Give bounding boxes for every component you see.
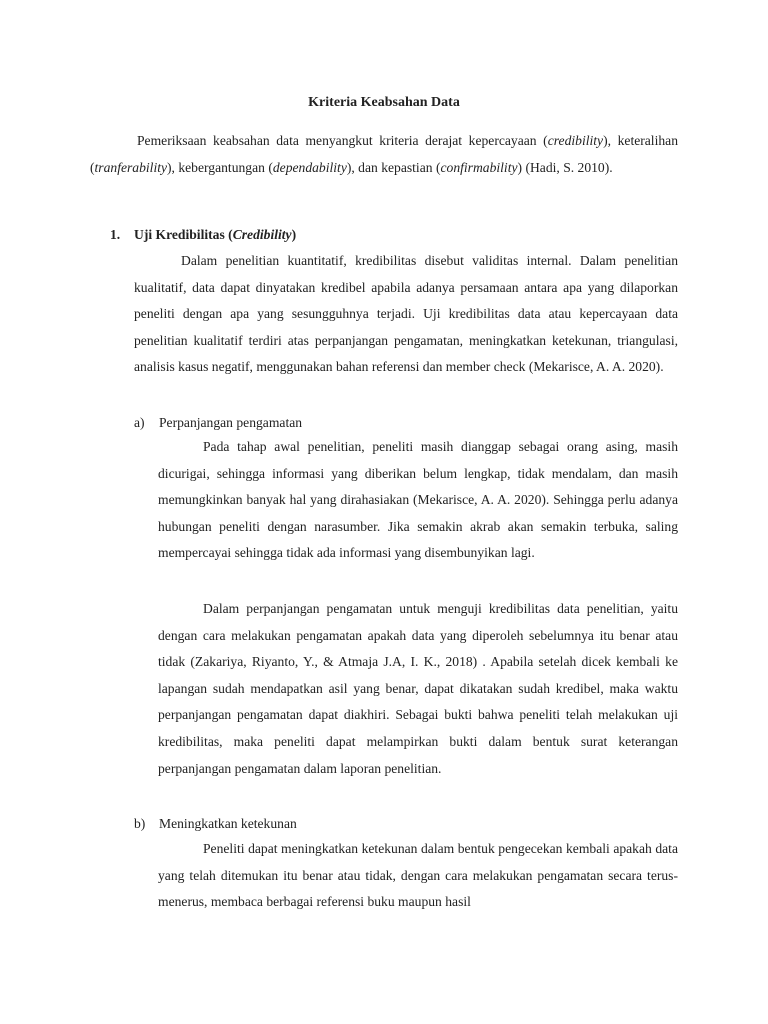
subsection-b-label: b): [134, 816, 146, 831]
intro-text-4: ), dan kepastian (: [346, 159, 441, 175]
subsection-a-paragraph-1: Pada tahap awal penelitian, peneliti masih dianggap sebagai orang asing, masih dicurigai, sehingga informasi yang diberikan belum lengkap, tidak mendalam, dan masih memungkinkan banyak hal yang dirahasiakan (Mekarisce, A. A. 2020). Sehingga perlu adanya hubungan peneliti dengan narasumber. Jika semakin akrab akan semakin terbuka, saling mempercayai sehingga tidak ada informasi yang disembunyikan lagi.: [158, 439, 678, 561]
subsection-b-title: Meningkatkan ketekunan: [159, 816, 297, 831]
subsection-b-heading: [134, 815, 297, 833]
intro-text-5: ) (Hadi, S. 2010).: [517, 159, 613, 175]
subsection-a-paragraph-2: Dalam perpanjangan pengamatan untuk menguji kredibilitas data penelitian, yaitu dengan cara melakukan pengamatan apakah data yang diperoleh sebelumnya itu benar atau tidak (Zakariya, Riyanto, Y., & Atmaja J.A, I. K., 2018) . Apabila setelah dicek kembali ke lapangan sudah mendapatkan asil yang benar, dapat dikatakan sudah kredibel, maka waktu perpanjangan pengamatan dapat diakhiri. Sebagai bukti bahwa peneliti telah melakukan uji kredibilitas, maka peneliti dapat melampirkan bukti dalam bentuk surat keterangan perpanjangan pengamatan dalam laporan penelitian.: [158, 601, 678, 776]
document-title: Kriteria Keabsahan Data: [308, 95, 460, 110]
subsection-a-title: Perpanjangan pengamatan: [159, 415, 303, 430]
intro-term-dependability: dependability: [272, 159, 347, 175]
section-1-heading: [110, 226, 296, 244]
section-1-number: 1.: [110, 227, 121, 242]
intro-term-confirmability: confirmability: [440, 159, 518, 175]
intro-paragraph: [90, 128, 678, 181]
subsection-a-heading: [134, 414, 302, 432]
section-1-heading-text: Uji Kredibilitas (: [134, 227, 233, 242]
subsection-a-label: a): [134, 415, 145, 430]
intro-text-2: ), keteralihan (: [90, 133, 678, 175]
intro-text-1: Pemeriksaan keabsahan data menyangkut kriteria derajat kepercayaan (: [137, 133, 548, 148]
section-1-heading-term: Credibility: [232, 227, 292, 242]
subsection-b-paragraph-1: Peneliti dapat meningkatkan ketekunan dalam bentuk pengecekan kembali apakah data yang telah ditemukan itu benar atau tidak, dengan cara melakukan pengamatan secara terus-menerus, membaca berbagai referensi buku maupun hasil: [158, 841, 678, 910]
intro-term-transferability: tranferability: [94, 159, 168, 175]
section-1-heading-close: ): [291, 227, 297, 242]
section-1-paragraph: Dalam penelitian kuantitatif, kredibilitas disebut validitas internal. Dalam penelitian kualitatif, data dapat dinyatakan kredibel apabila adanya persamaan antara apa yang dilaporkan peneliti dengan apa yang sesungguhnya terjadi. Uji kredibilitas data atau kepercayaan data penelitian kualitatif terdiri atas perpanjangan pengamatan, meningkatkan ketekunan, triangulasi, analisis kasus negatif, menggunakan bahan referensi dan member check (Mekarisce, A. A. 2020).: [134, 253, 678, 375]
intro-term-credibility: credibility: [547, 133, 604, 148]
intro-text-3: ), kebergantungan (: [167, 159, 273, 175]
